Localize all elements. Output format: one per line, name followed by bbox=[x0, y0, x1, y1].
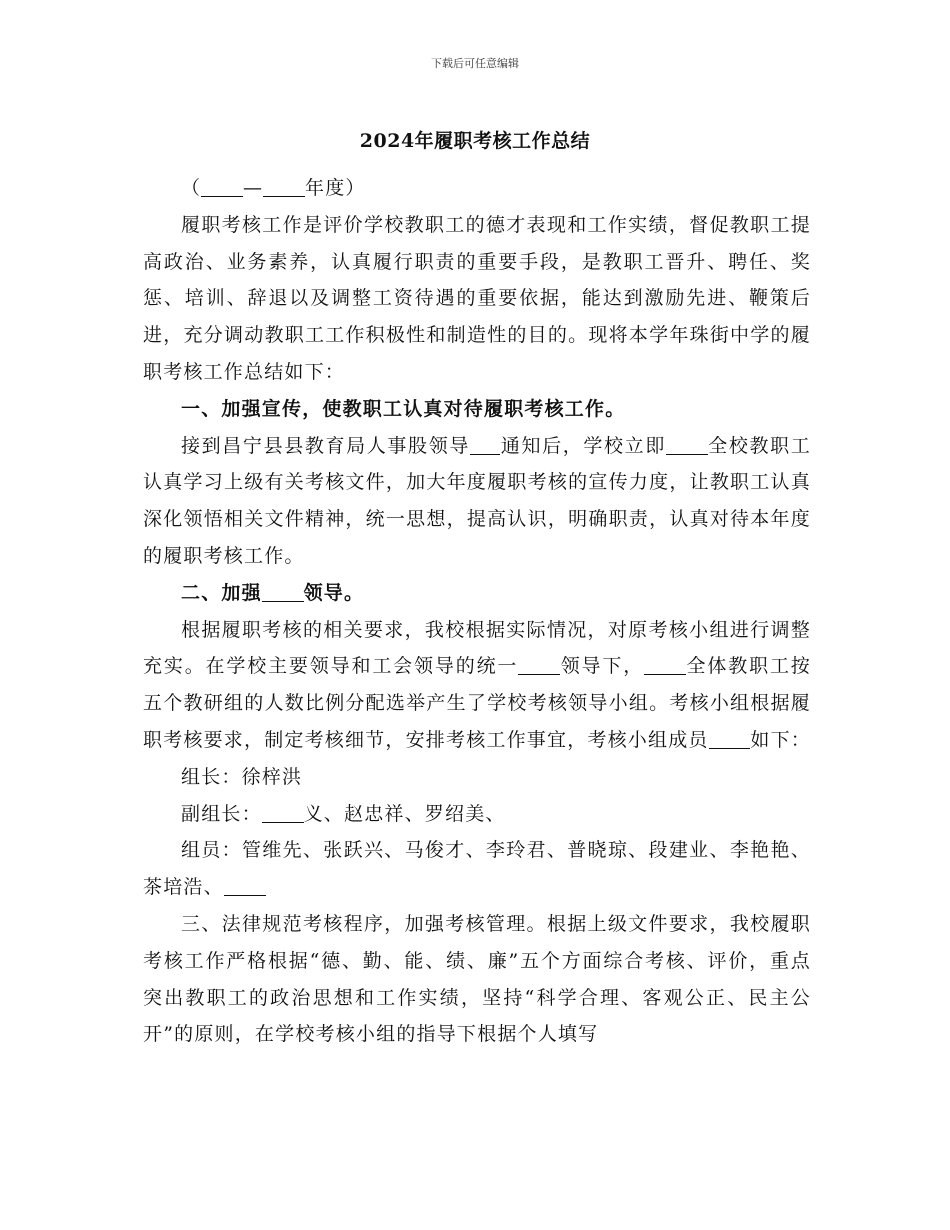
year-open: （ bbox=[181, 177, 202, 199]
deputy-label: 副组长： bbox=[181, 802, 262, 825]
blank bbox=[262, 803, 304, 823]
blank bbox=[709, 729, 751, 749]
section-1-text-b: 通知后，学校立即 bbox=[500, 434, 666, 457]
section-2-heading-a: 二、加强 bbox=[181, 581, 262, 604]
section-2-text-c: 全体教职工按五个教研组的人数比例分配选举产生了学校考核领导小组。考核小组根据履职考核要求，制定考核细节，安排考核工作事宜，考核小组成员 bbox=[143, 655, 811, 751]
member-group bbox=[143, 832, 811, 906]
section-1-heading: 一、加强宣传，使教职工认真对待履职考核工作。 bbox=[181, 397, 626, 420]
section-2-text-b: 领导下， bbox=[560, 655, 645, 678]
section-2-text-a: 根据履职考核的相关要求，我校根据实际情况，对原考核小组进行调整充实。在学校主要领导和工会领导的统一 bbox=[143, 618, 811, 678]
blank bbox=[644, 655, 686, 675]
section-3-paragraph: 三、法律规范考核程序，加强考核管理。根据上级文件要求，我校履职考核工作严格根据“德、勤、能、绩、廉”五个方面综合考核、评价，重点突出教职工的政治思想和工作实绩，坚持“科学合理、客观公正、民主公开”的原则，在学校考核小组的指导下根据个人填写 bbox=[143, 912, 811, 1046]
year-close: 年度） bbox=[305, 177, 366, 199]
document-body bbox=[143, 170, 811, 1053]
blank bbox=[262, 582, 304, 602]
section-1-text-a: 接到昌宁县县教育局人事股领导 bbox=[181, 434, 470, 457]
section-1-text-c: 全校教职工认真学习上级有关考核文件，加大年度履职考核的宣传力度，让教职工认真深化领悟相关文件精神，统一思想，提高认识，明确职责，认真对待本年度的履职考核工作。 bbox=[143, 434, 811, 567]
section-2-text-d: 如下： bbox=[750, 728, 812, 751]
blank bbox=[470, 435, 500, 455]
year-start-blank bbox=[201, 177, 243, 197]
year-dash: — bbox=[243, 177, 264, 199]
deputy-names: 义、赵忠祥、罗绍美、 bbox=[303, 802, 506, 825]
blank bbox=[518, 655, 560, 675]
member-deputy bbox=[143, 796, 811, 833]
intro-paragraph: 履职考核工作是评价学校教职工的德才表现和工作实绩，督促教职工提高政治、业务素养，认真履行职责的重要手段，是教职工晋升、聘任、奖惩、培训、辞退以及调整工资待遇的重要依据，能达到激励先进、鞭策后进，充分调动教职工工作积极性和制造性的目的。现将本学年珠街中学的履职考核工作总结如下： bbox=[143, 213, 811, 383]
section-2-paragraph bbox=[143, 612, 811, 759]
section-2-heading-b: 领导。 bbox=[303, 581, 365, 604]
header-note: 下载后可任意编辑 bbox=[431, 57, 519, 70]
section-1-paragraph bbox=[143, 428, 811, 575]
document-title: 2024年履职考核工作总结 bbox=[359, 130, 591, 152]
blank bbox=[224, 876, 266, 896]
year-end-blank bbox=[263, 177, 305, 197]
group-names: 组员：管维先、张跃兴、马俊才、李玲君、普晓琼、段建业、李艳艳、茶培浩、 bbox=[143, 839, 811, 899]
section-2-heading bbox=[143, 575, 811, 612]
member-leader: 组长：徐梓洪 bbox=[181, 765, 303, 788]
year-line bbox=[143, 170, 811, 207]
blank bbox=[666, 435, 708, 455]
